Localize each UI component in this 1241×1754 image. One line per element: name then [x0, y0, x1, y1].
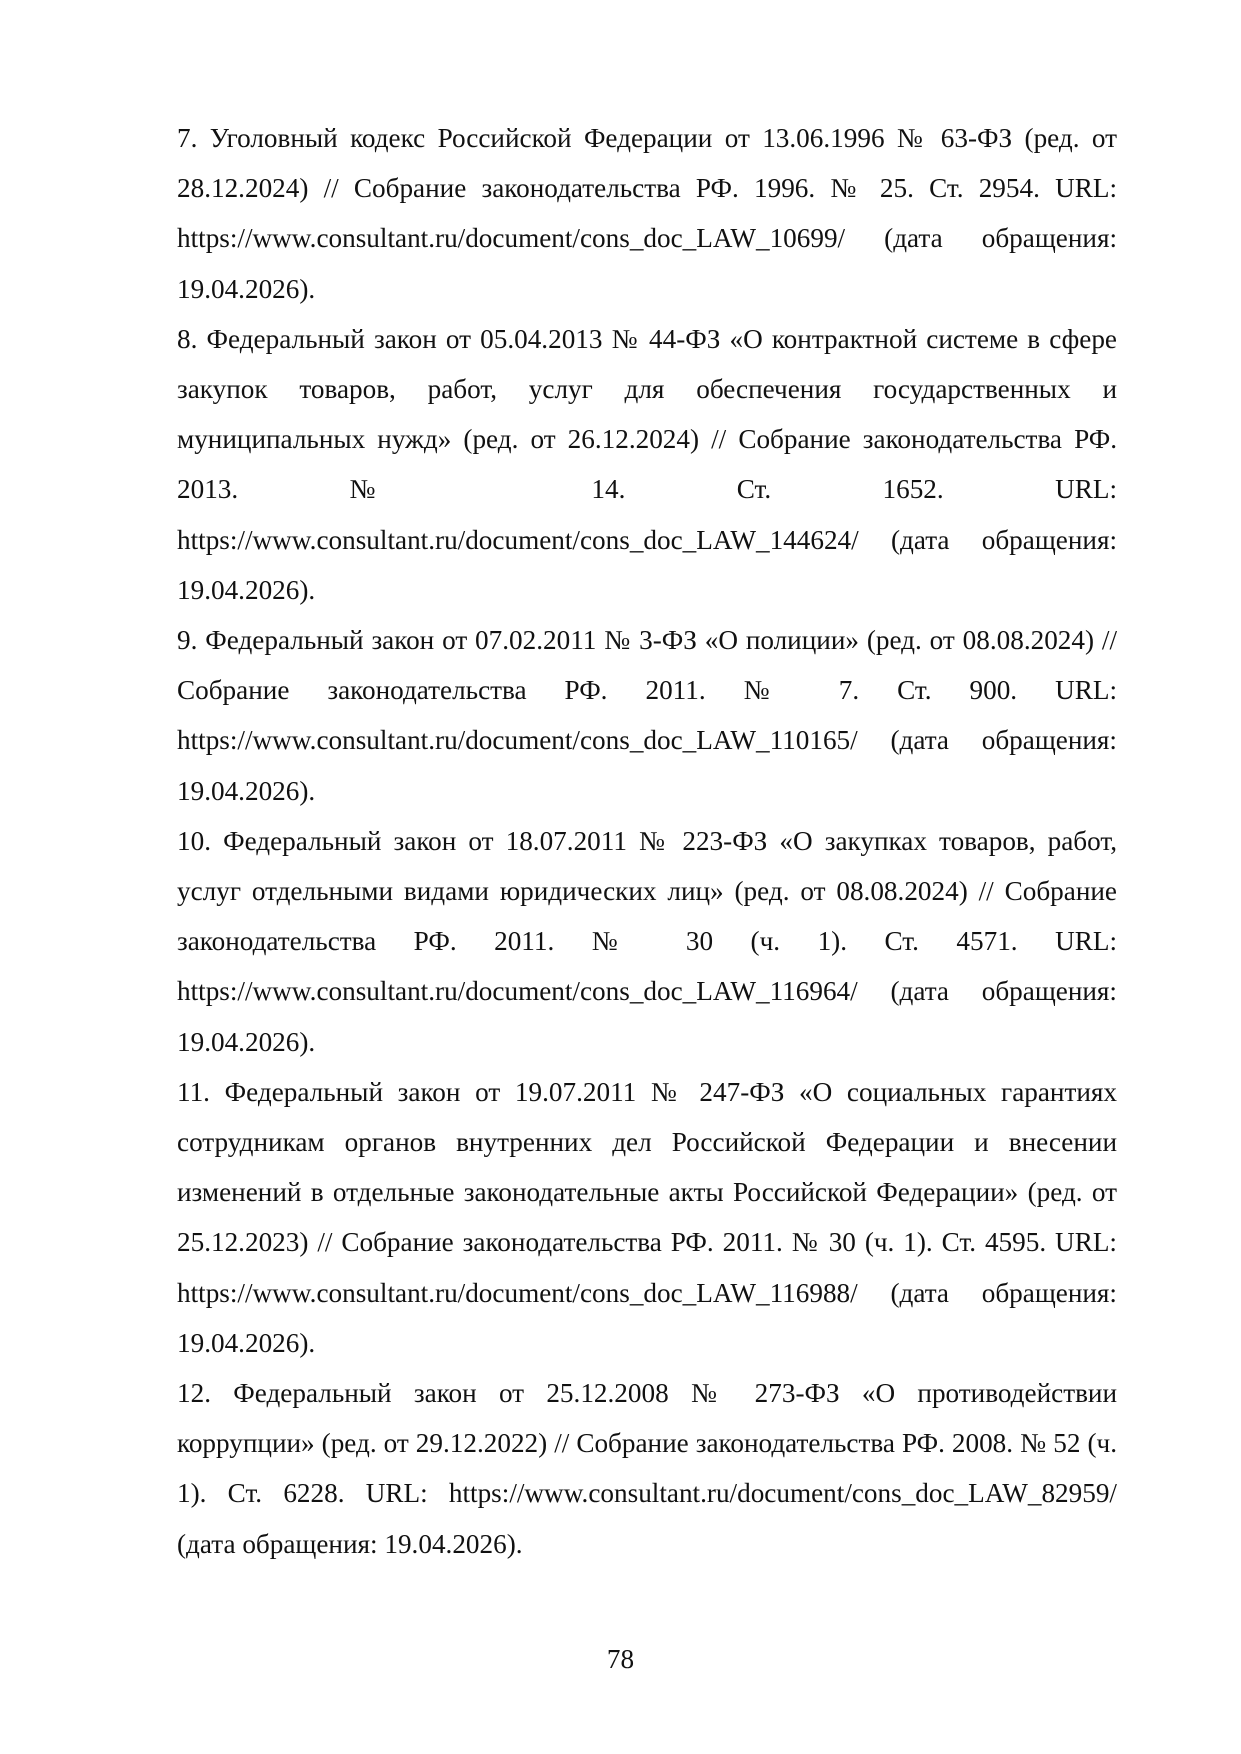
reference-text: Федеральный закон от 18.07.2011 № 223-ФЗ «О закупках товаров, работ, услуг отдельными видами юридических лиц» (ред. от 08.08.2024) // Собрание законодательства РФ. 2011. № 30 (ч. 1). Ст. 4571. URL: https://www.consultant.ru/document/cons_doc_LAW_116964/ (дата обращения: 19.04.2026). — [177, 825, 1118, 1057]
reference-item-12 — [177, 1368, 1117, 1569]
reference-number: 11. — [177, 1076, 210, 1107]
reference-item-9 — [177, 615, 1117, 816]
reference-number: 12. — [177, 1378, 211, 1409]
reference-item-7 — [177, 113, 1117, 314]
reference-text: Федеральный закон от 05.04.2013 № 44-ФЗ «О контрактной системе в сфере закупок товаров, работ, услуг для обеспечения государственных и муниципальных нужд» (ред. от 26.12.2024) // Собрание законодательства РФ. 2013. № 14. Ст. 1652. URL: https://www.consultant.ru/document/cons_doc_LAW_144624/ (дата обращения: 19.04.2026). — [177, 323, 1117, 605]
reference-number: 7. — [177, 123, 198, 153]
reference-text: Федеральный закон от 07.02.2011 № 3-ФЗ «О полиции» (ред. от 08.08.2024) // Собрание законодательства РФ. 2011. № 7. Ст. 900. URL: https://www.consultant.ru/document/cons_doc_LAW_110165/ (дата обращения: 19.04.2026). — [177, 625, 1118, 806]
reference-number: 10. — [177, 825, 211, 856]
reference-item-8 — [177, 314, 1117, 615]
reference-number: 9. — [177, 625, 198, 656]
reference-item-10 — [177, 816, 1117, 1067]
reference-text: Федеральный закон от 19.07.2011 № 247-ФЗ «О социальных гарантиях сотрудникам органов внутренних дел Российской Федерации и внесении изменений в отдельные законодательные акты Российской Федерации» (ред. от 25.12.2023) // Собрание законодательства РФ. 2011. № 30 (ч. 1). Ст. 4595. URL: https://www.consultant.ru/document/cons_doc_LAW_116988/ (дата обращения: 19.04.2026). — [177, 1076, 1117, 1358]
reference-text: Федеральный закон от 25.12.2008 № 273-ФЗ «О противодействии коррупции» (ред. от 29.12.2022) // Собрание законодательства РФ. 2008. № 52 (ч. 1). Ст. 6228. URL: https://www.consultant.ru/document/cons_doc_LAW_82959/ (дата обращения: 19.04.2026). — [177, 1378, 1118, 1559]
page-number: 78 — [606, 1644, 635, 1674]
reference-number: 8. — [177, 323, 198, 354]
reference-list — [177, 113, 1117, 1569]
reference-item-11 — [177, 1067, 1117, 1368]
reference-text: Уголовный кодекс Российской Федерации от 13.06.1996 № 63-ФЗ (ред. от 28.12.2024) // Собрание законодательства РФ. 1996. № 25. Ст. 2954. URL: https://www.consultant.ru/document/cons_doc_LAW_10699/ (дата обращения: 19.04.2026). — [177, 123, 1117, 304]
